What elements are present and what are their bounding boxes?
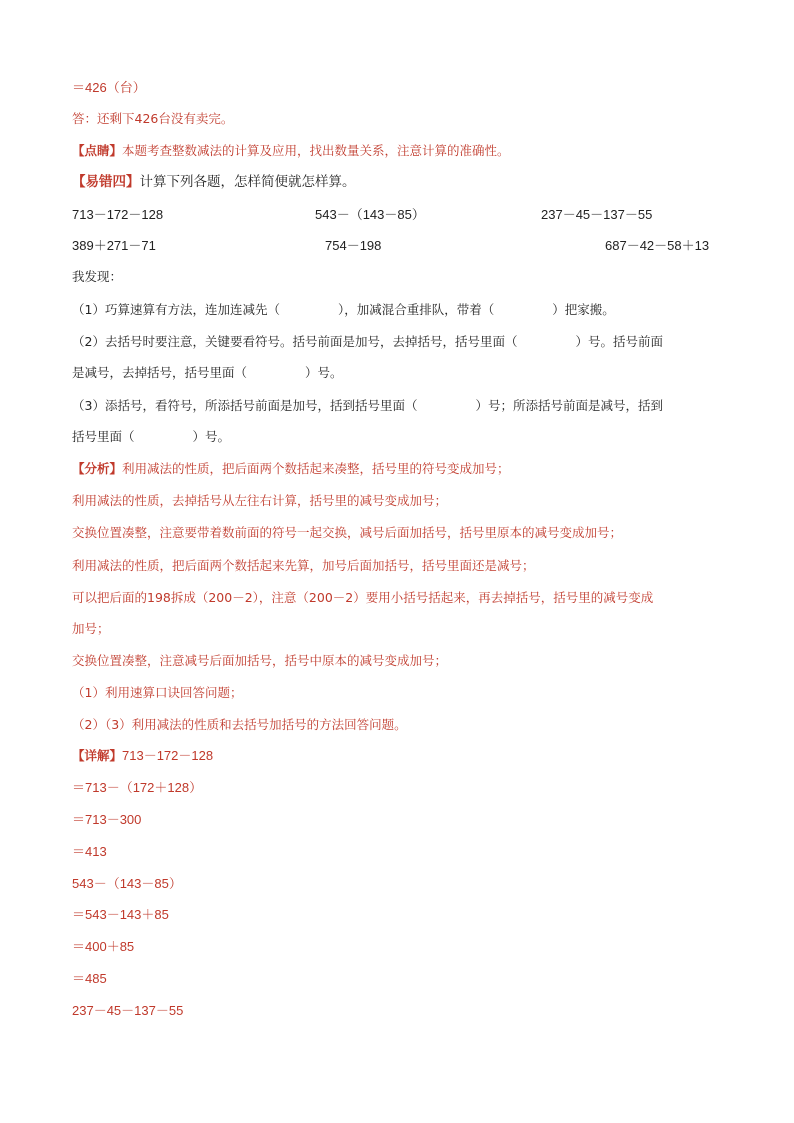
key-point-line (72, 142, 510, 160)
analysis-line-1: 【分析】利用减法的性质，把后面两个数括起来凑整，括号里的符号变成加号； (72, 461, 510, 476)
question-2-line-1: （2）去括号时要注意，关键要看符号。括号前面是加号，去掉括号，括号里面（ ）号。括号前面 (72, 334, 663, 349)
analysis-tag: 【分析】 (72, 461, 123, 476)
error-four-heading (72, 173, 356, 191)
answer-line: 答：还剩下426台没有卖完。 (72, 111, 234, 126)
analysis-line-2: 利用减法的性质，去掉括号从左往右计算，括号里的减号变成加号； (72, 493, 448, 508)
expression-6: 687－42－58＋13 (605, 238, 710, 253)
expression-3: 237－45－137－55 (541, 207, 653, 222)
step-1: ＝713－（172＋128） (72, 780, 203, 795)
key-point-tag: 【点睛】 (72, 143, 123, 158)
analysis-line-6: 加号； (72, 621, 110, 636)
step-6: ＝400＋85 (72, 939, 135, 954)
analysis-line-9: （2）（3）利用减法的性质和去括号加括号的方法回答问题。 (72, 717, 407, 732)
result-line: ＝426（台） (72, 80, 146, 95)
question-3-line-2: 括号里面（ ）号。 (72, 429, 231, 444)
step-2: ＝713－300 (72, 812, 142, 827)
question-3-line-1: （3）添括号，看符号，所添括号前面是加号，括到括号里面（ ）号；所添括号前面是减号，括到 (72, 398, 663, 413)
error-four-tag: 【易错四】 (72, 174, 140, 190)
expression-4: 389＋271－71 (72, 238, 156, 253)
error-four-text: 计算下列各题，怎样简便就怎样算。 (139, 174, 356, 190)
expression-2: 543－（143－85） (315, 207, 425, 222)
step-4: 543－（143－85） (72, 876, 182, 891)
analysis-line-8: （1）利用速算口诀回答问题； (72, 685, 243, 700)
step-5: ＝543－143＋85 (72, 907, 169, 922)
discover-label: 我发现： (72, 269, 123, 284)
step-7: ＝485 (72, 971, 107, 986)
detail-heading: 【详解】713－172－128 (72, 748, 214, 763)
step-3: ＝413 (72, 844, 107, 859)
analysis-line-5: 可以把后面的198拆成（200－2），注意（200－2）要用小括号括起来，再去掉括号，括号里的减号变成 (72, 590, 654, 605)
question-2-line-2: 是减号，去掉括号，括号里面（ ）号。 (72, 365, 343, 380)
question-1: （1）巧算速算有方法，连加连减先（ ），加减混合重排队，带着（ ）把家搬。 (72, 302, 615, 317)
analysis-line-4: 利用减法的性质，把后面两个数括起来先算，加号后面加括号，括号里面还是减号； (72, 558, 535, 573)
key-point-text: 本题考查整数减法的计算及应用，找出数量关系，注意计算的准确性。 (122, 143, 510, 158)
expression-5: 754－198 (325, 238, 382, 253)
analysis-line-7: 交换位置凑整，注意减号后面加括号，括号中原本的减号变成加号； (72, 653, 448, 668)
detail-tag: 【详解】 (72, 748, 123, 763)
expression-1: 713－172－128 (72, 207, 164, 222)
step-8: 237－45－137－55 (72, 1003, 184, 1018)
analysis-line-3: 交换位置凑整，注意要带着数前面的符号一起交换，减号后面加括号，括号里原本的减号变成加号； (72, 525, 623, 540)
